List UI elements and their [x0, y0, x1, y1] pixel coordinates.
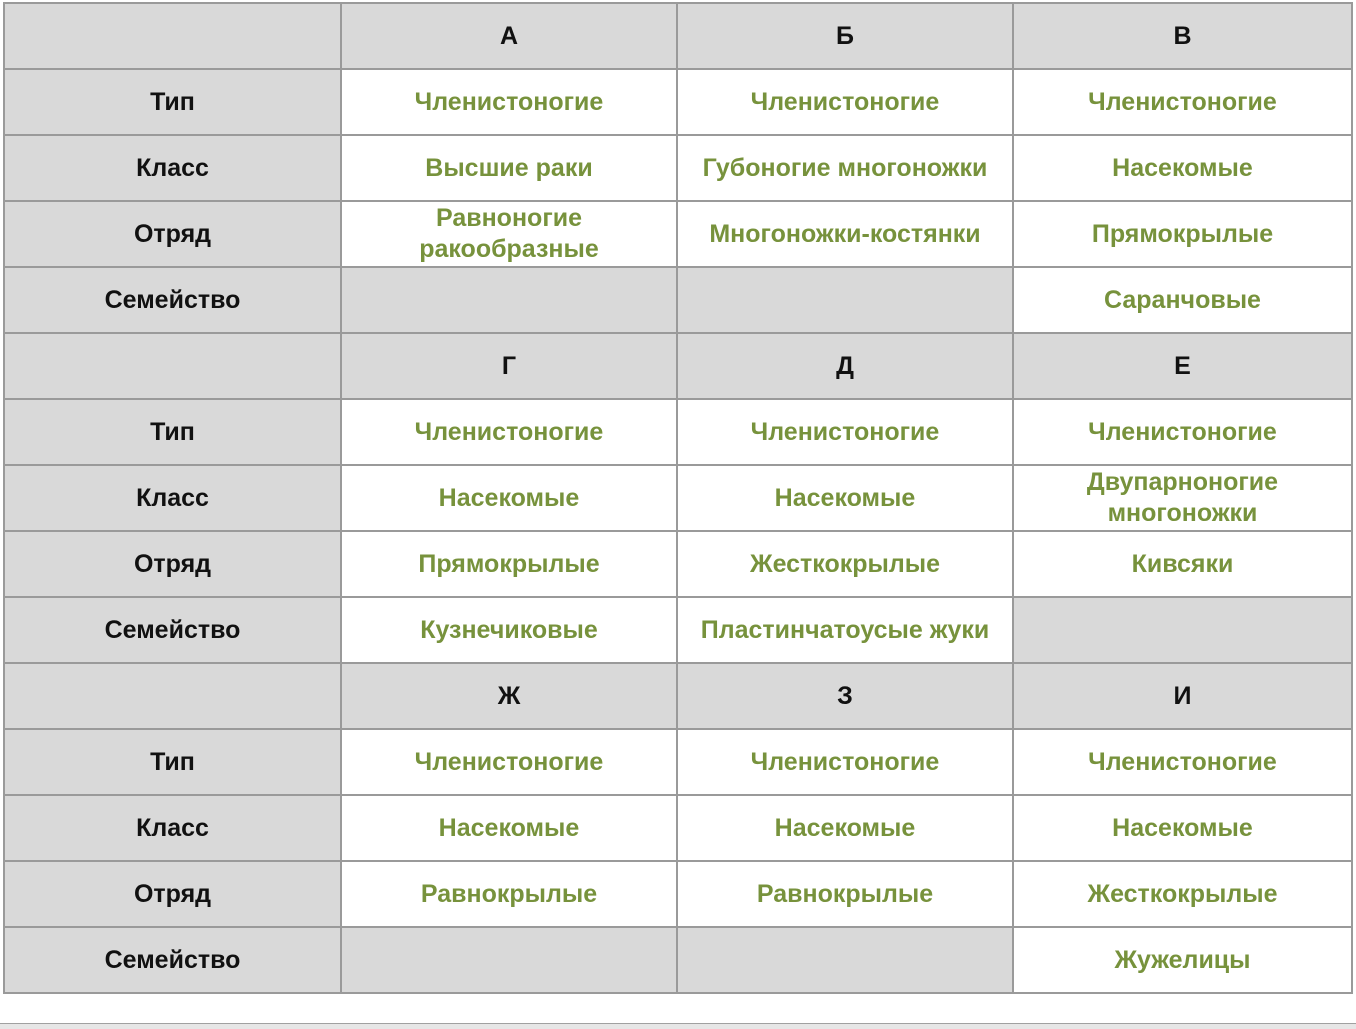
rank-row-class	[4, 465, 1352, 531]
taxon-cell: Членистоногие	[341, 729, 677, 795]
taxon-cell: Равнокрылые	[341, 861, 677, 927]
rank-row-order	[4, 531, 1352, 597]
empty-cell	[677, 267, 1013, 333]
rank-label-order: Отряд	[4, 531, 341, 597]
taxon-cell: Высшие раки	[341, 135, 677, 201]
taxon-cell: Членистоногие	[1013, 69, 1352, 135]
taxon-cell: Жесткокрылые	[1013, 861, 1352, 927]
taxon-cell: Кивсяки	[1013, 531, 1352, 597]
rank-label-type: Тип	[4, 399, 341, 465]
taxon-cell: Насекомые	[341, 795, 677, 861]
taxon-cell: Членистоногие	[341, 69, 677, 135]
classification-table	[3, 2, 1353, 994]
taxon-cell: Жужелицы	[1013, 927, 1352, 993]
empty-cell	[341, 267, 677, 333]
rank-row-order	[4, 861, 1352, 927]
taxon-cell: Пластинчатоусые жуки	[677, 597, 1013, 663]
classification-table-body	[4, 3, 1352, 993]
taxon-cell: Членистоногие	[677, 729, 1013, 795]
rank-label-class: Класс	[4, 795, 341, 861]
column-letter: Ж	[341, 663, 677, 729]
rank-row-type	[4, 69, 1352, 135]
taxon-cell: Равнокрылые	[677, 861, 1013, 927]
column-letter: А	[341, 3, 677, 69]
corner-cell	[4, 663, 341, 729]
taxon-cell: Насекомые	[1013, 135, 1352, 201]
column-letter: Г	[341, 333, 677, 399]
rank-label-order: Отряд	[4, 861, 341, 927]
taxon-cell: Прямокрылые	[1013, 201, 1352, 267]
taxon-cell: Многоножки-костянки	[677, 201, 1013, 267]
group-header-row	[4, 3, 1352, 69]
taxon-cell: Прямокрылые	[341, 531, 677, 597]
taxon-cell: Членистоногие	[677, 69, 1013, 135]
taxon-cell: Губоногие многоножки	[677, 135, 1013, 201]
rank-row-family	[4, 267, 1352, 333]
empty-cell	[677, 927, 1013, 993]
bottom-border-strip	[0, 1023, 1356, 1029]
empty-cell	[1013, 597, 1352, 663]
rank-row-order	[4, 201, 1352, 267]
taxon-cell: Двупарноногие многоножки	[1013, 465, 1352, 531]
taxon-cell: Жесткокрылые	[677, 531, 1013, 597]
rank-row-type	[4, 729, 1352, 795]
taxon-cell: Членистоногие	[341, 399, 677, 465]
group-header-row	[4, 333, 1352, 399]
rank-label-class: Класс	[4, 135, 341, 201]
rank-row-family	[4, 597, 1352, 663]
rank-row-class	[4, 135, 1352, 201]
column-letter: Б	[677, 3, 1013, 69]
taxon-cell: Членистоногие	[1013, 399, 1352, 465]
taxon-cell: Насекомые	[341, 465, 677, 531]
taxon-cell: Членистоногие	[1013, 729, 1352, 795]
column-letter: И	[1013, 663, 1352, 729]
taxon-cell: Насекомые	[677, 465, 1013, 531]
taxon-cell: Кузнечиковые	[341, 597, 677, 663]
rank-label-type: Тип	[4, 69, 341, 135]
rank-label-family: Семейство	[4, 267, 341, 333]
taxon-cell: Равноногие ракообразные	[341, 201, 677, 267]
rank-row-type	[4, 399, 1352, 465]
empty-cell	[341, 927, 677, 993]
column-letter: З	[677, 663, 1013, 729]
taxon-cell: Саранчовые	[1013, 267, 1352, 333]
group-header-row	[4, 663, 1352, 729]
rank-label-class: Класс	[4, 465, 341, 531]
rank-label-family: Семейство	[4, 597, 341, 663]
rank-row-class	[4, 795, 1352, 861]
corner-cell	[4, 333, 341, 399]
rank-label-family: Семейство	[4, 927, 341, 993]
rank-label-type: Тип	[4, 729, 341, 795]
taxon-cell: Насекомые	[677, 795, 1013, 861]
column-letter: Е	[1013, 333, 1352, 399]
column-letter: Д	[677, 333, 1013, 399]
taxon-cell: Насекомые	[1013, 795, 1352, 861]
taxon-cell: Членистоногие	[677, 399, 1013, 465]
rank-label-order: Отряд	[4, 201, 341, 267]
rank-row-family	[4, 927, 1352, 993]
column-letter: В	[1013, 3, 1352, 69]
corner-cell	[4, 3, 341, 69]
